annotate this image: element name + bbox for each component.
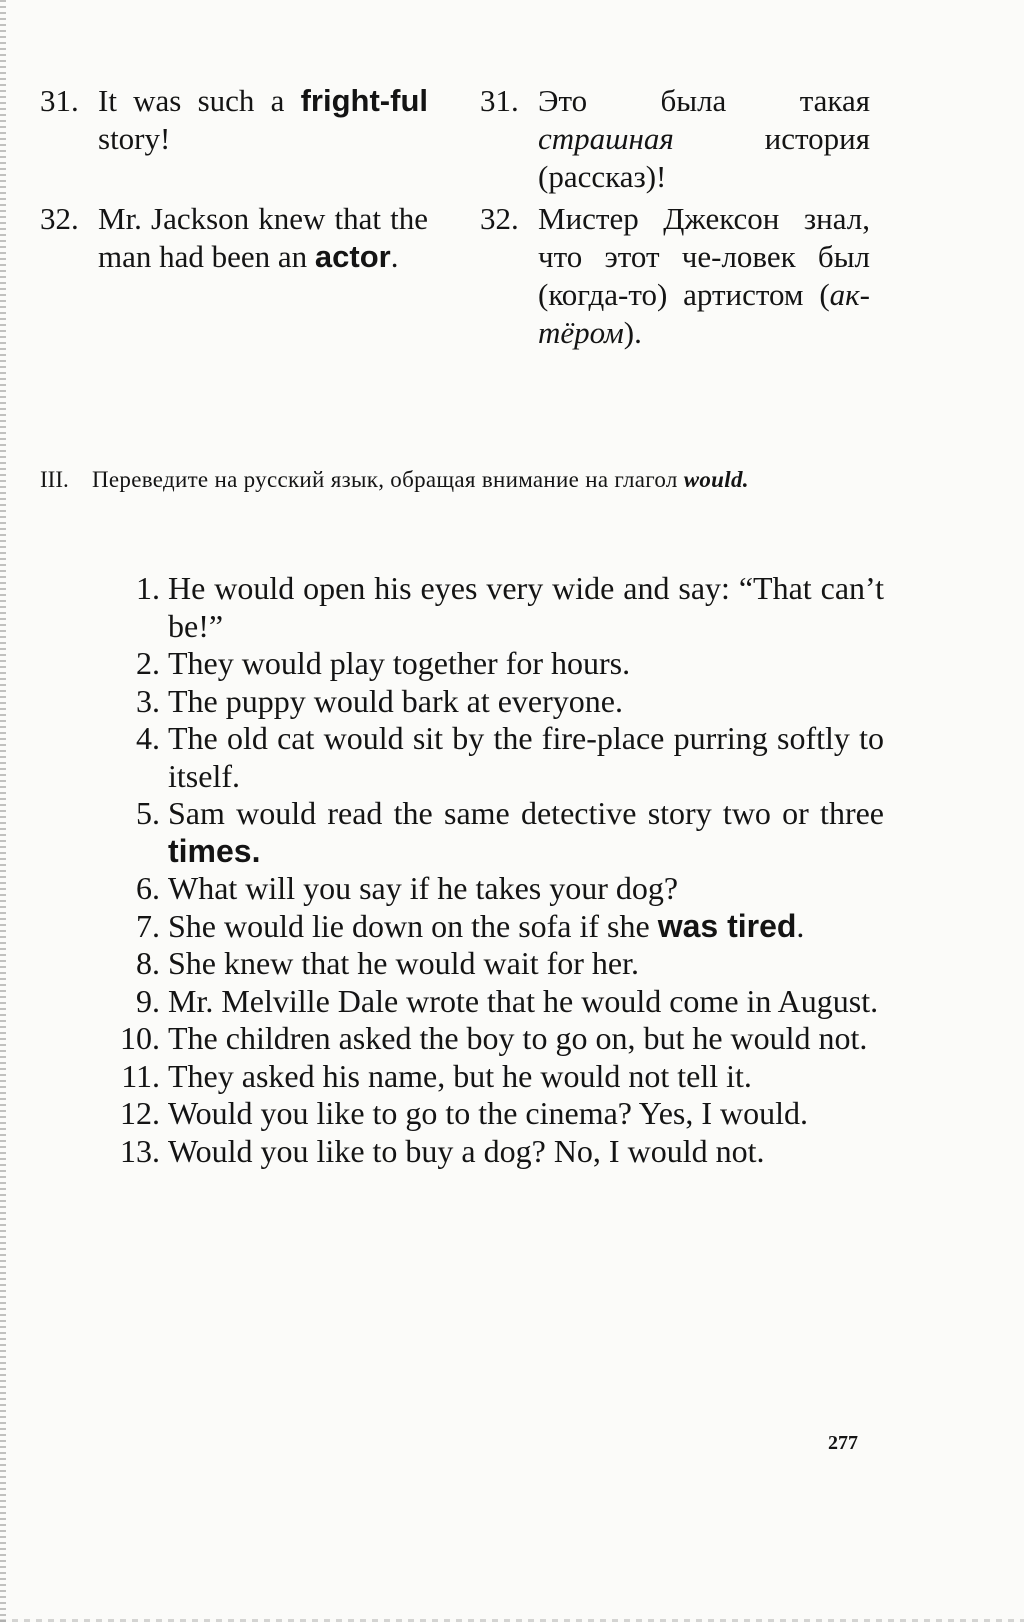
- list-item: [104, 1058, 884, 1096]
- sentence-text: Мистер Джексон знал, что этот че-ловек был (когда-то) артистом (ак-тёром).: [538, 201, 870, 350]
- item-number: 8.: [136, 945, 160, 981]
- item-number: 9.: [136, 982, 160, 1019]
- item-number: 7.: [136, 907, 160, 944]
- sentence-pair-31: [40, 82, 870, 196]
- list-item: [104, 945, 884, 983]
- russian-sentence-32: [480, 200, 870, 352]
- item-text: The puppy would bark at everyone.: [168, 682, 623, 719]
- item-number: 13.: [120, 1132, 160, 1169]
- item-text: She knew that he would wait for her.: [168, 945, 639, 981]
- russian-sentence-31: [480, 82, 870, 196]
- list-item: [104, 570, 884, 645]
- sentence-number: 31.: [480, 83, 519, 118]
- item-number: 5.: [136, 795, 160, 831]
- item-text: The old cat would sit by the fire-place purring softly to itself.: [168, 720, 884, 794]
- item-number: 11.: [121, 1057, 160, 1094]
- item-text: The children asked the boy to go on, but he would not.: [168, 1020, 868, 1056]
- item-text: Sam would read the same detective story two or three times.: [168, 795, 884, 869]
- list-item: [104, 683, 884, 721]
- list-item: [104, 1095, 884, 1133]
- exercise-heading: [40, 464, 872, 496]
- list-item: [104, 983, 884, 1021]
- list-item: [104, 1133, 884, 1171]
- item-text: Would you like to buy a dog? No, I would not.: [168, 1132, 765, 1169]
- bold-keyword: times.: [168, 832, 261, 869]
- item-text: She would lie down on the sofa if she was tired.: [168, 907, 805, 944]
- list-item: [104, 870, 884, 908]
- sentence-number: 32.: [40, 201, 79, 236]
- sentence-number: 32.: [480, 201, 519, 236]
- sentence-number: 31.: [40, 83, 79, 118]
- exercise-sentence-list: [104, 570, 884, 1170]
- item-text: They would play together for hours.: [168, 645, 631, 681]
- bold-keyword: actor: [314, 239, 391, 274]
- bold-keyword: fright-ful: [300, 83, 428, 118]
- sentence-text: Это была такая страшная история (рассказ)!: [538, 83, 870, 194]
- item-text: They asked his name, but he would not tell it.: [168, 1057, 752, 1094]
- item-number: 12.: [120, 1095, 160, 1131]
- english-sentence-32: [40, 200, 428, 352]
- item-text: What will you say if he takes your dog?: [168, 870, 679, 906]
- bold-keyword: was tired: [657, 907, 797, 944]
- sentence-text: Mr. Jackson knew that the man had been an actor.: [98, 201, 428, 274]
- item-number: 6.: [136, 870, 160, 906]
- item-number: 1.: [136, 570, 160, 606]
- italic-keyword: ак-тёром: [538, 277, 870, 350]
- italic-keyword: страшная: [538, 121, 674, 156]
- exercise-instruction: Переведите на русский язык, обращая внимание на глагол would.: [92, 467, 749, 492]
- item-number: 4.: [136, 720, 160, 756]
- item-number: 10.: [120, 1020, 160, 1056]
- list-item: [104, 1020, 884, 1058]
- item-text: He would open his eyes very wide and say: “That can’t be!”: [168, 570, 884, 644]
- list-item: [104, 795, 884, 870]
- item-number: 3.: [136, 682, 160, 719]
- list-item: [104, 720, 884, 795]
- item-text: Would you like to go to the cinema? Yes, I would.: [168, 1095, 809, 1131]
- exercise-number: III.: [40, 467, 69, 492]
- sentence-pair-32: [40, 200, 870, 352]
- page-spine-edge: [0, 0, 6, 1622]
- sentence-text: It was such a fright-ful story!: [98, 83, 428, 156]
- page-number: 277: [828, 1432, 858, 1454]
- english-sentence-31: [40, 82, 428, 196]
- item-text: Mr. Melville Dale wrote that he would come in August.: [168, 982, 879, 1019]
- item-number: 2.: [136, 645, 160, 681]
- exercise-keyword: would.: [683, 467, 749, 492]
- list-item: [104, 908, 884, 946]
- list-item: [104, 645, 884, 683]
